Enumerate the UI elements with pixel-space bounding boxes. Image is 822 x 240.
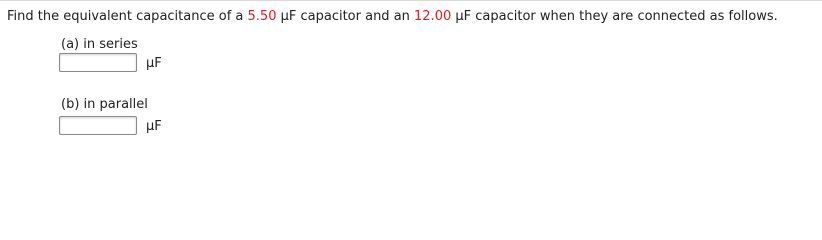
series-answer-input[interactable] xyxy=(59,53,137,72)
question-prefix: Find the equivalent capacitance of a xyxy=(7,9,248,24)
part-a-label: (a) in series xyxy=(61,37,138,52)
parallel-answer-input[interactable] xyxy=(59,116,137,135)
series-unit-label: µF xyxy=(146,56,162,71)
question-middle: µF capacitor and an xyxy=(276,9,415,24)
question-text xyxy=(7,9,778,25)
parallel-unit-label: µF xyxy=(146,119,162,134)
capacitance-value-1: 5.50 xyxy=(247,9,277,24)
capacitance-value-2: 12.00 xyxy=(414,9,452,24)
question-suffix: µF capacitor when they are connected as follows. xyxy=(451,9,778,24)
top-divider xyxy=(0,0,822,1)
part-b-label: (b) in parallel xyxy=(61,97,148,112)
